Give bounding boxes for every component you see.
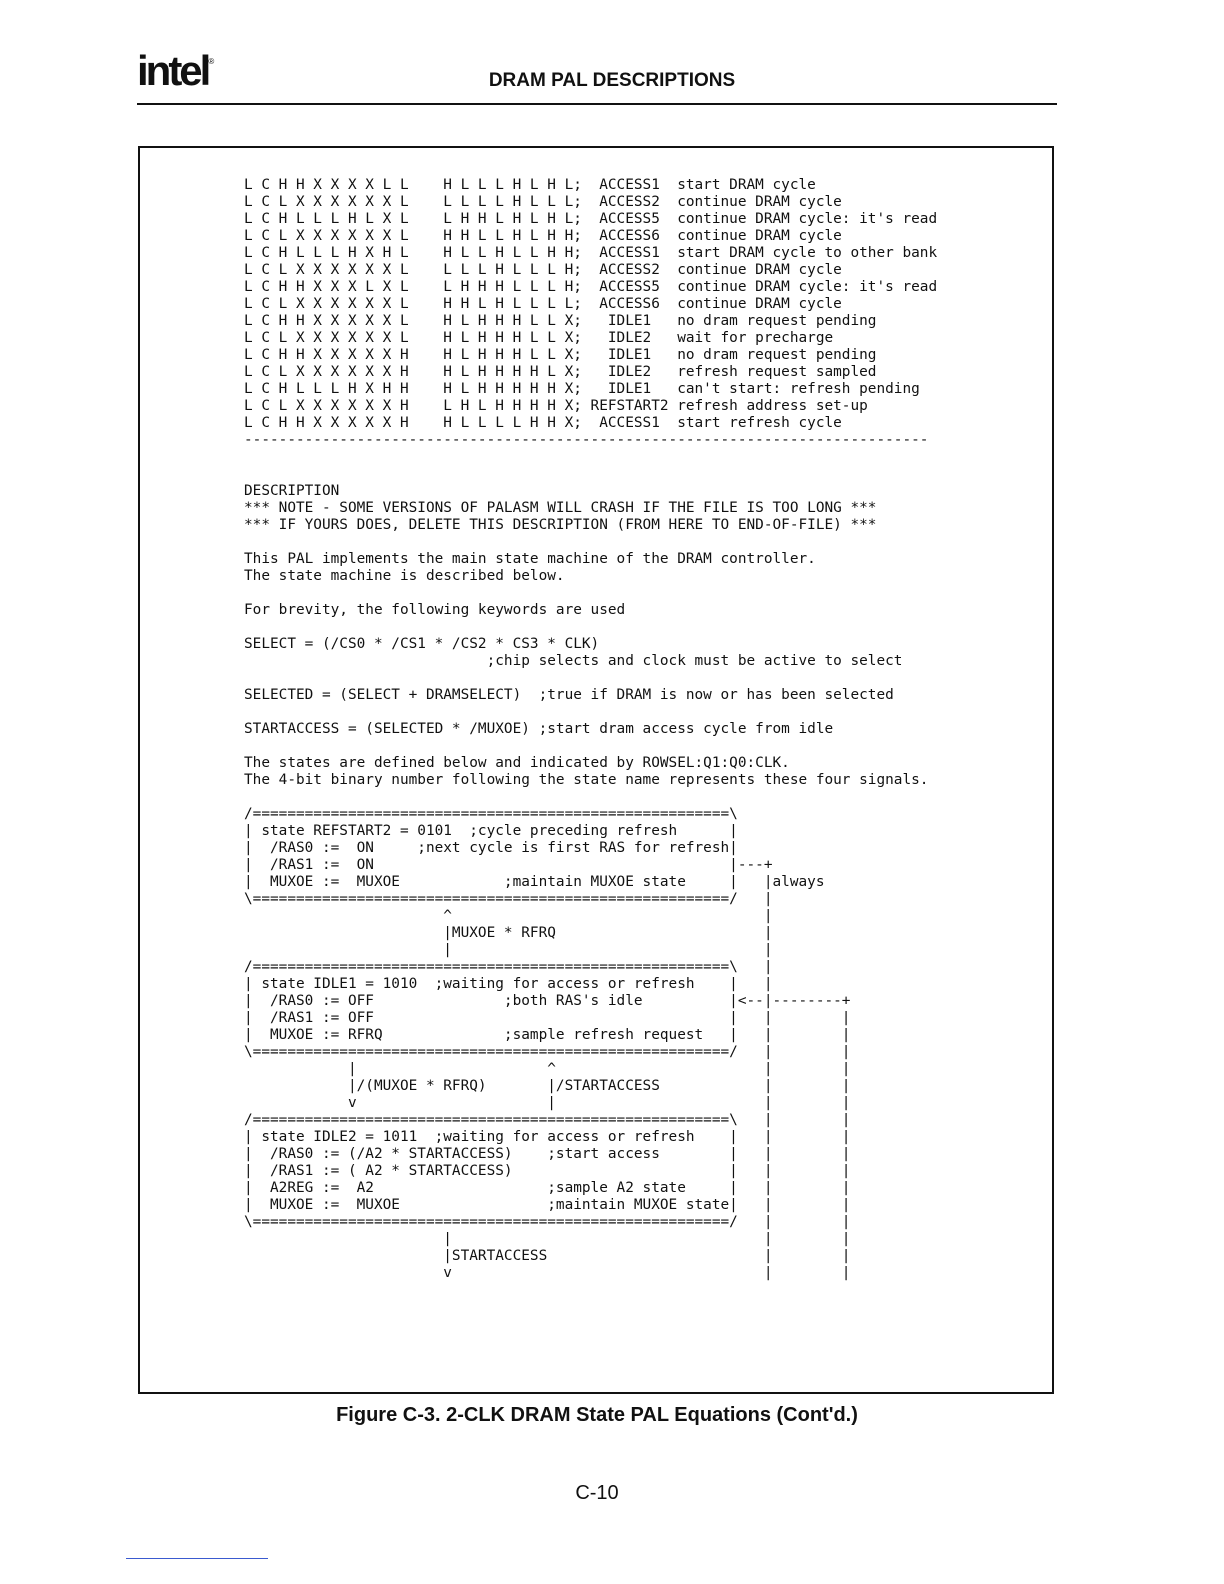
listing-line: L C H H X X X X X L H L H H H L L X; IDLE1 no dram request pending xyxy=(244,313,877,329)
listing-line: | MUXOE := MUXOE ;maintain MUXOE state| | | xyxy=(244,1197,851,1213)
listing-line: L C L X X X X X X L H L H H H L L X; IDLE2 wait for precharge xyxy=(244,330,834,346)
listing-line: This PAL implements the main state machine of the DRAM controller. xyxy=(244,551,816,567)
listing-line: SELECT = (/CS0 * /CS1 * /CS2 * CS3 * CLK) xyxy=(244,636,600,652)
pal-listing xyxy=(244,177,937,1282)
listing-line: L C H H X X X X L L H L L L H L H L; ACCESS1 start DRAM cycle xyxy=(244,177,816,193)
listing-line: | MUXOE := RFRQ ;sample refresh request | | | xyxy=(244,1027,851,1043)
listing-line: | | xyxy=(244,942,773,958)
listing-line: \=======================================================/ | xyxy=(244,891,773,907)
listing-line: | /RAS0 := (/A2 * STARTACCESS) ;start access | | | xyxy=(244,1146,851,1162)
listing-line: L C H L L L H X H L H L L H L L H H; ACCESS1 start DRAM cycle to other bank xyxy=(244,245,938,261)
listing-line: *** IF YOURS DOES, DELETE THIS DESCRIPTION (FROM HERE TO END-OF-FILE) *** xyxy=(244,517,877,533)
listing-line: /=======================================================\ xyxy=(244,806,738,822)
header-rule xyxy=(137,103,1057,105)
listing-line: L C H H X X X X X H H L H H H L L X; IDLE1 no dram request pending xyxy=(244,347,877,363)
listing-line: L C H L L L H X H H H L H H H H H X; IDLE1 can't start: refresh pending xyxy=(244,381,920,397)
listing-line: | /RAS0 := OFF ;both RAS's idle |<--|--------+ xyxy=(244,993,851,1009)
listing-line: L C L X X X X X X H L H L H H H H X; REFSTART2 refresh address set-up xyxy=(244,398,868,414)
listing-line: | MUXOE := MUXOE ;maintain MUXOE state | |always xyxy=(244,874,825,890)
listing-line: v | | | xyxy=(244,1095,851,1111)
listing-line: | /RAS1 := OFF | | | xyxy=(244,1010,851,1026)
listing-line: | | | xyxy=(244,1231,851,1247)
listing-line: \=======================================================/ | | xyxy=(244,1044,851,1060)
listing-line: | A2REG := A2 ;sample A2 state | | | xyxy=(244,1180,851,1196)
listing-line: v | | xyxy=(244,1265,851,1281)
listing-line: The state machine is described below. xyxy=(244,568,565,584)
listing-line: L C H H X X X X X H H L L L L H H X; ACCESS1 start refresh cycle xyxy=(244,415,842,431)
registered-mark: ® xyxy=(208,57,215,66)
listing-line: L C H H X X X L X L L H H H L L L H; ACCESS5 continue DRAM cycle: it's read xyxy=(244,279,938,295)
page-header-title: DRAM PAL DESCRIPTIONS xyxy=(488,70,736,91)
listing-line: The states are defined below and indicated by ROWSEL:Q1:Q0:CLK. xyxy=(244,755,790,771)
listing-line: ;chip selects and clock must be active to select xyxy=(244,653,903,669)
intel-logo: intel® xyxy=(137,47,215,94)
listing-line: |MUXOE * RFRQ | xyxy=(244,925,773,941)
listing-line: |STARTACCESS | | xyxy=(244,1248,851,1264)
listing-line: L C L X X X X X X H H L H H H H L X; IDLE2 refresh request sampled xyxy=(244,364,877,380)
listing-line: The 4-bit binary number following the state name represents these four signals. xyxy=(244,772,929,788)
listing-line: STARTACCESS = (SELECTED * /MUXOE) ;start dram access cycle from idle xyxy=(244,721,834,737)
listing-line: DESCRIPTION xyxy=(244,483,340,499)
listing-line: \=======================================================/ | | xyxy=(244,1214,851,1230)
listing-line: | /RAS1 := ON |---+ xyxy=(244,857,773,873)
listing-line: L C H L L L H L X L L H H L H L H L; ACCESS5 continue DRAM cycle: it's read xyxy=(244,211,938,227)
listing-line: L C L X X X X X X L L L L L H L L L; ACCESS2 continue DRAM cycle xyxy=(244,194,842,210)
listing-line: L C L X X X X X X L H H L L H L H H; ACCESS6 continue DRAM cycle xyxy=(244,228,842,244)
footer-rule xyxy=(126,1558,268,1559)
page-number: C-10 xyxy=(575,1482,619,1504)
listing-line: | /RAS1 := ( A2 * STARTACCESS) | | | xyxy=(244,1163,851,1179)
listing-line: | state IDLE2 = 1011 ;waiting for access or refresh | | | xyxy=(244,1129,851,1145)
listing-line: ^ | xyxy=(244,908,773,924)
listing-line: | state REFSTART2 = 0101 ;cycle preceding refresh | xyxy=(244,823,738,839)
listing-line: SELECTED = (SELECT + DRAMSELECT) ;true if DRAM is now or has been selected xyxy=(244,687,894,703)
listing-line: | state IDLE1 = 1010 ;waiting for access or refresh | | xyxy=(244,976,773,992)
listing-line: |/(MUXOE * RFRQ) |/STARTACCESS | | xyxy=(244,1078,851,1094)
listing-line: *** NOTE - SOME VERSIONS OF PALASM WILL CRASH IF THE FILE IS TOO LONG *** xyxy=(244,500,877,516)
listing-line: L C L X X X X X X L L L L H L L L H; ACCESS2 continue DRAM cycle xyxy=(244,262,842,278)
listing-line: ------------------------------------------------------------------------------- xyxy=(244,432,929,448)
listing-line: For brevity, the following keywords are used xyxy=(244,602,626,618)
listing-line: | /RAS0 := ON ;next cycle is first RAS for refresh| xyxy=(244,840,738,856)
figure-caption: Figure C-3. 2-CLK DRAM State PAL Equations (Cont'd.) xyxy=(336,1404,858,1426)
listing-line: L C L X X X X X X L H H L H L L L L; ACCESS6 continue DRAM cycle xyxy=(244,296,842,312)
listing-line: | ^ | | xyxy=(244,1061,851,1077)
listing-line: /=======================================================\ | xyxy=(244,959,773,975)
listing-line: /=======================================================\ | | xyxy=(244,1112,851,1128)
